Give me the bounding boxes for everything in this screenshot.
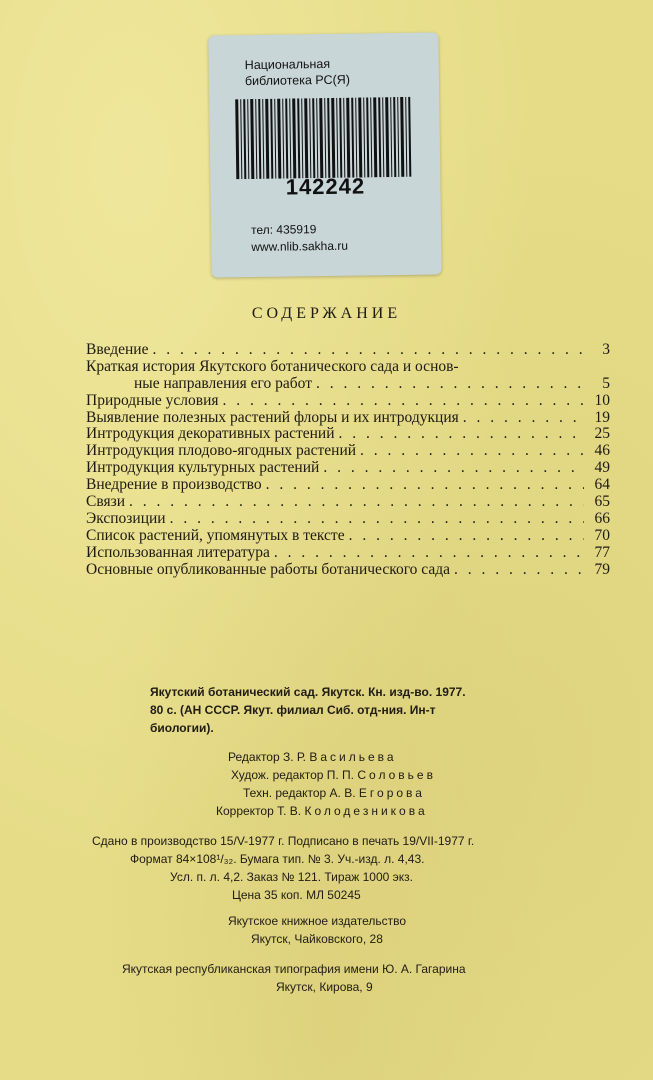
toc-entry-title: Связи <box>86 494 125 511</box>
publisher-address: Якутск, Чайковского, 28 <box>251 932 383 946</box>
library-sticker <box>208 32 441 277</box>
toc-entry <box>86 511 610 528</box>
toc-entry <box>86 545 610 562</box>
printer-name: Якутская республиканская типография имени Ю. А. Гагарина <box>122 962 466 976</box>
toc-entry-title: Введение <box>86 342 149 358</box>
toc-entry-page: 19 <box>594 409 610 426</box>
toc-entry-title: Интродукция культурных растений <box>86 460 320 477</box>
toc-entry-page: 77 <box>594 544 610 561</box>
toc-entry <box>86 359 610 376</box>
toc-entry-page: 10 <box>594 392 610 409</box>
toc-entry-title: Интродукция плодово-ягодных растений <box>86 443 357 460</box>
toc-entry <box>86 477 610 494</box>
tech-editor-label: Техн. редактор А. В. <box>243 786 356 800</box>
toc-entry <box>86 528 610 545</box>
table-of-contents <box>86 342 610 578</box>
toc-entry <box>86 342 610 359</box>
library-name-line2: библиотека РС(Я) <box>244 72 351 89</box>
toc-entry-page: 66 <box>594 510 610 527</box>
toc-entry-page: 25 <box>594 426 610 443</box>
toc-entry <box>86 443 610 460</box>
toc-entry-page: 79 <box>594 561 610 578</box>
printer-address: Якутск, Кирова, 9 <box>276 980 373 994</box>
corrector-name: Колодезникова <box>304 804 428 818</box>
library-name-line1: Национальная <box>244 56 331 73</box>
art-editor-credit <box>231 768 436 782</box>
editor-name: Васильева <box>309 750 397 764</box>
toc-entry-title: Экспозиции <box>86 510 166 527</box>
toc-entry <box>86 562 610 579</box>
toc-entry-page: 64 <box>594 477 610 494</box>
toc-entry-title: Выявление полезных растений флоры и их интродукция <box>86 409 459 426</box>
toc-entry-title: Интродукция декоративных растений <box>86 426 335 443</box>
toc-entry <box>86 410 610 427</box>
tech-editor-name: Егорова <box>358 786 425 800</box>
inventory-number: 142242 <box>285 173 366 200</box>
print-line-1: Сдано в производство 15/V-1977 г. Подписано в печать 19/VII-1977 г. <box>92 834 475 848</box>
toc-entry-page: 3 <box>602 342 610 358</box>
print-line-2: Формат 84×108¹/₃₂. Бумага тип. № 3. Уч.-изд. л. 4,43. <box>130 852 425 866</box>
toc-entry <box>86 426 610 443</box>
toc-entry-title: Краткая история Якутского ботанического сада и основ- <box>86 358 459 375</box>
toc-entry <box>86 393 610 410</box>
editor-credit <box>228 750 397 764</box>
toc-entry-page: 46 <box>594 443 610 460</box>
print-line-3: Усл. п. л. 4,2. Заказ № 121. Тираж 1000 экз. <box>170 870 413 884</box>
editor-label: Редактор З. Р. <box>228 750 306 764</box>
tech-editor-credit <box>243 786 425 800</box>
art-editor-name: Соловьев <box>357 768 436 782</box>
toc-entry-title: Использованная литература <box>86 544 270 561</box>
toc-entry-page: 70 <box>594 527 610 544</box>
library-name <box>245 56 350 89</box>
publisher-name: Якутское книжное издательство <box>228 914 407 928</box>
toc-entry <box>86 494 610 511</box>
toc-entry <box>86 376 610 393</box>
toc-entry-title: ные направления его работ <box>134 375 312 392</box>
toc-entry-title: Природные условия <box>86 392 219 409</box>
biblio-line-2: 80 с. (АН СССР. Якут. филиал Сиб. отд-ния. Ин-т <box>150 703 436 717</box>
barcode-icon <box>233 97 412 179</box>
biblio-line-1: Якутский ботанический сад. Якутск. Кн. изд-во. 1977. <box>150 685 466 699</box>
print-line-4: Цена 35 коп. МЛ 50245 <box>232 888 361 902</box>
corrector-credit <box>216 804 428 818</box>
toc-entry-title: Список растений, упомянутых в тексте <box>86 527 345 544</box>
library-phone: тел: 435919 <box>250 222 317 238</box>
toc-entry-title: Внедрение в производство <box>86 477 262 494</box>
toc-title: СОДЕРЖАНИЕ <box>251 305 402 322</box>
toc-entry-title: Основные опубликованные работы ботанического сада <box>86 561 451 578</box>
toc-entry-page: 49 <box>594 460 610 477</box>
art-editor-label: Худож. редактор П. П. <box>231 768 355 782</box>
biblio-line-3: биологии). <box>150 721 214 735</box>
toc-entry <box>86 460 610 477</box>
toc-entry-page: 5 <box>602 375 610 392</box>
corrector-label: Корректор Т. В. <box>216 804 302 818</box>
toc-entry-page: 65 <box>594 494 610 511</box>
library-website: www.nlib.sakha.ru <box>251 238 349 255</box>
